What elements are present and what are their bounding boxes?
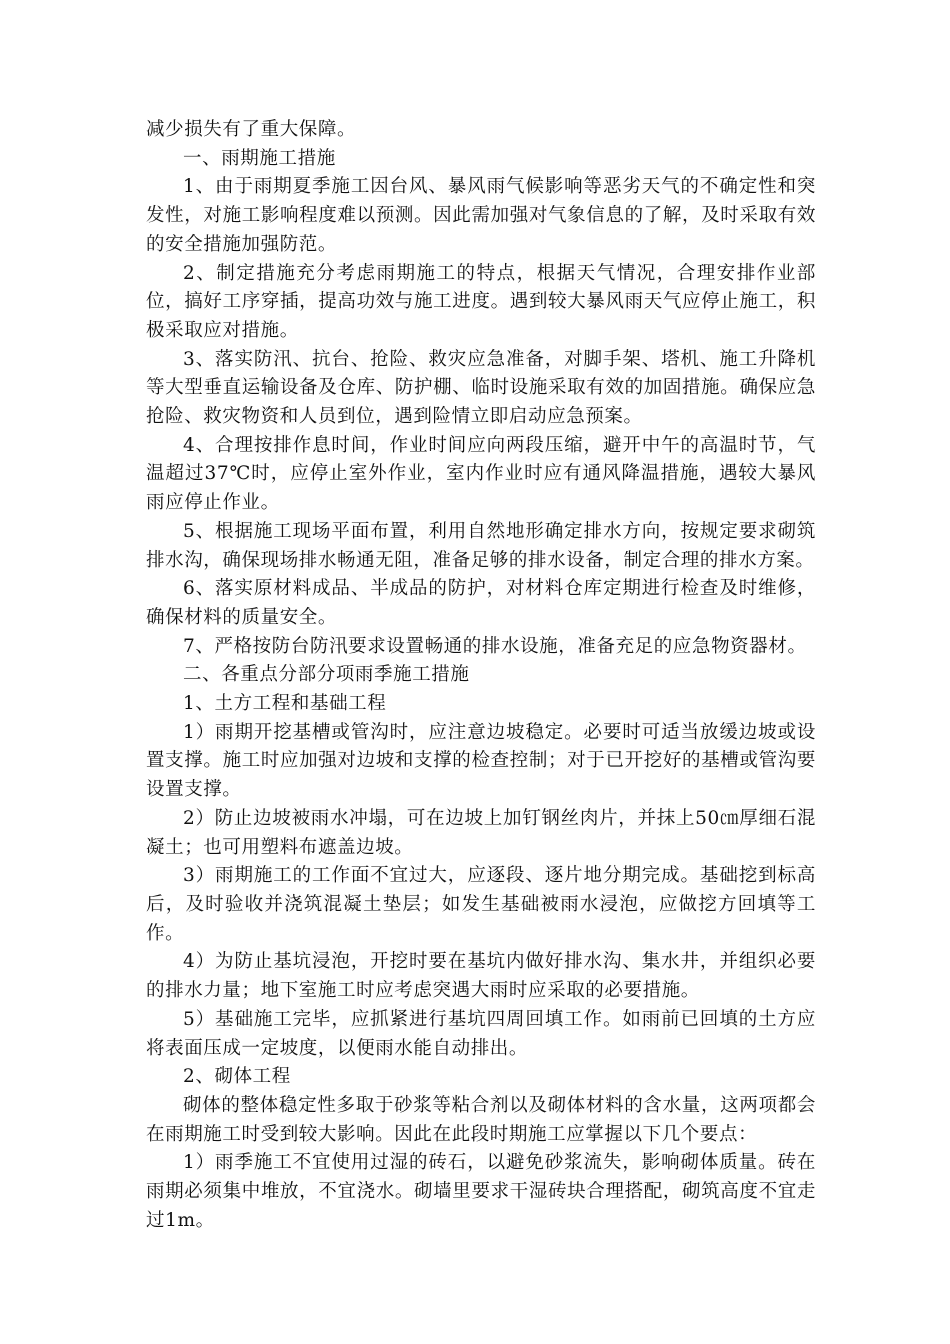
paragraph-earthwork-3: 3）雨期施工的工作面不宜过大，应逐段、逐片地分期完成。基础挖到标高后，及时验收并浇筑混凝土垫层；如发生基础被雨水浸泡，应做挖方回填等工作。 — [146, 865, 816, 944]
paragraph-item-1: 1、由于雨期夏季施工因台风、暴风雨气候影响等恶劣天气的不确定性和突发性，对施工影响程度难以预测。因此需加强对气象信息的了解，及时采取有效的安全措施加强防范。 — [146, 176, 816, 255]
paragraph-item-3: 3、落实防汛、抗台、抢险、救灾应急准备，对脚手架、塔机、施工升降机等大型垂直运输设备及仓库、防护棚、临时设施采取有效的加固措施。确保应急抢险、救灾物资和人员到位，遇到险情立即启动应急预案。 — [146, 348, 816, 428]
paragraph-item-2: 2、制定措施充分考虑雨期施工的特点，根据天气情况，合理安排作业部位，搞好工序穿插，提高功效与施工进度。遇到较大暴风雨天气应停止施工，积极采取应对措施。 — [146, 262, 816, 341]
section-heading-rainy-season-measures: 一、雨期施工措施 — [183, 147, 336, 169]
paragraph-masonry-1: 1）雨季施工不宜使用过湿的砖石，以避免砂浆流失，影响砌体质量。砖在雨期必须集中堆放，不宜浇水。砌墙里要求干湿砖块合理搭配，砌筑高度不宜走过1m。 — [146, 1152, 816, 1231]
paragraph-earthwork-2: 2）防止边坡被雨水冲塌，可在边坡上加钉钢丝肉片，并抹上50㎝厚细石混凝土；也可用塑料布遮盖边坡。 — [146, 807, 816, 858]
paragraph-item-6: 6、落实原材料成品、半成品的防护，对材料仓库定期进行检查及时维修，确保材料的质量安全。 — [146, 578, 816, 628]
paragraph-earthwork-4: 4）为防止基坑浸泡，开挖时要在基坑内做好排水沟、集水井，并组织必要的排水力量；地下室施工时应考虑突遇大雨时应采取的必要措施。 — [146, 951, 816, 1002]
paragraph-item-7: 7、严格按防台防汛要求设置畅通的排水设施，准备充足的应急物资器材。 — [183, 635, 807, 657]
section-heading-key-works: 二、各重点分部分项雨季施工措施 — [183, 664, 470, 686]
document-body — [146, 116, 816, 1235]
paragraph-continuation: 减少损失有了重大保障。 — [146, 119, 357, 140]
paragraph-earthwork-5: 5）基础施工完毕，应抓紧进行基坑四周回填工作。如雨前已回填的土方应将表面压成一定坡度，以便雨水能自动排出。 — [146, 1008, 816, 1059]
paragraph-masonry-intro: 砌体的整体稳定性多取于砂浆等粘合剂以及砌体材料的含水量，这两项都会在雨期施工时受到较大影响。因此在此段时期施工应掌握以下几个要点： — [146, 1094, 816, 1145]
subsection-heading-masonry: 2、砌体工程 — [183, 1066, 291, 1088]
paragraph-item-5: 5、根据施工现场平面布置，利用自然地形确定排水方向，按规定要求砌筑排水沟，确保现场排水畅通无阻，准备足够的排水设备，制定合理的排水方案。 — [146, 520, 816, 571]
paragraph-item-4: 4、合理按排作息时间，作业时间应向两段压缩，避开中午的高温时节，气温超过37℃时，应停止室外作业，室内作业时应有通风降温措施，遇较大暴风雨应停止作业。 — [146, 434, 816, 514]
subsection-heading-earthwork: 1、土方工程和基础工程 — [183, 693, 387, 715]
paragraph-earthwork-1: 1）雨期开挖基槽或管沟时，应注意边坡稳定。必要时可适当放缓边坡或设置支撑。施工时应加强对边坡和支撑的检查控制；对于已开挖好的基槽或管沟要设置支撑。 — [146, 721, 816, 801]
